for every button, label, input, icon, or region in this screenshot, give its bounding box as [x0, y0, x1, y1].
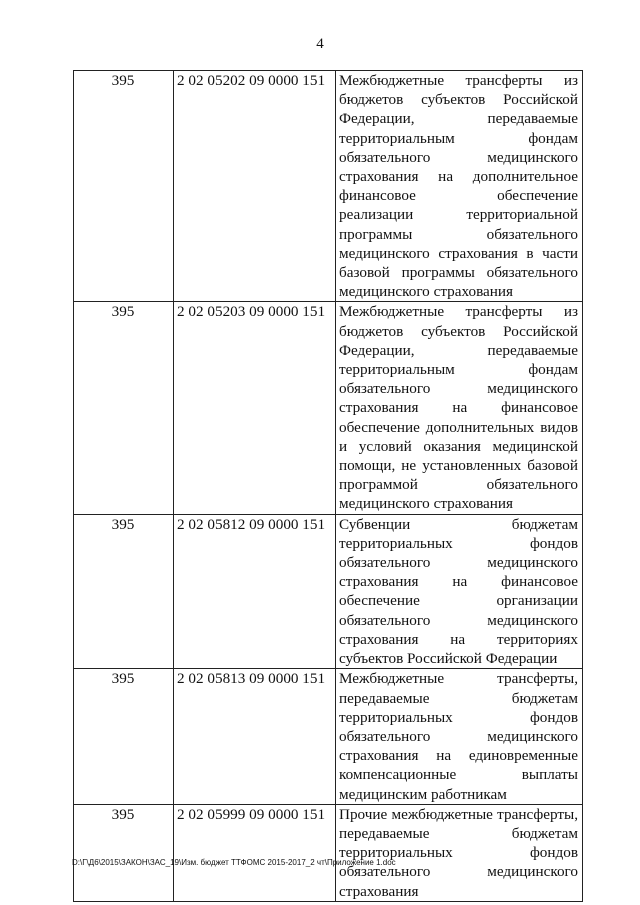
table-row [74, 71, 583, 302]
name-cell: Межбюджетные трансферты из бюджетов субъектов Российской Федерации, передаваемые территориальным фондам обязательного медицинского страхования на дополнительное финансовое обеспечение реализации территориальной программы обязательного медицинского страхования в части базовой программы обязательного медицинского страхования [336, 71, 583, 302]
table-row [74, 302, 583, 514]
admin-code-cell: 395 [74, 804, 174, 901]
name-cell: Прочие межбюджетные трансферты, передаваемые бюджетам территориальных фондов обязательного медицинского страхования [336, 804, 583, 901]
budget-code-cell: 2 02 05812 09 0000 151 [174, 514, 336, 669]
admin-code-cell: 395 [74, 514, 174, 669]
table-row [74, 804, 583, 901]
name-cell: Межбюджетные трансферты из бюджетов субъектов Российской Федерации, передаваемые территориальным фондам обязательного медицинского страхования на финансовое обеспечение дополнительных видов и условий оказания медицинской помощи, не установленных базовой программой обязательного медицинского страхования [336, 302, 583, 514]
budget-code-cell: 2 02 05813 09 0000 151 [174, 669, 336, 804]
name-cell: Субвенции бюджетам территориальных фондов обязательного медицинского страхования на финансовое обеспечение организации обязательного медицинского страхования на территориях субъектов Российской Федерации [336, 514, 583, 669]
page-number: 4 [316, 36, 324, 52]
admin-code-cell: 395 [74, 302, 174, 514]
file-path-footer: D:\Г\Д6\2015\ЗАКОН\ЗАС_19\Изм. бюджет ТТФОМС 2015-2017_2 чт\Приложение 1.doc [72, 858, 396, 867]
name-cell: Межбюджетные трансферты, передаваемые бюджетам территориальных фондов обязательного медицинского страхования на единовременные компенсационные выплаты медицинским работникам [336, 669, 583, 804]
admin-code-cell: 395 [74, 71, 174, 302]
table-row [74, 669, 583, 804]
budget-code-cell: 2 02 05202 09 0000 151 [174, 71, 336, 302]
table-row [74, 514, 583, 669]
admin-code-cell: 395 [74, 669, 174, 804]
budget-code-cell: 2 02 05999 09 0000 151 [174, 804, 336, 901]
budget-table [73, 70, 583, 902]
budget-code-cell: 2 02 05203 09 0000 151 [174, 302, 336, 514]
